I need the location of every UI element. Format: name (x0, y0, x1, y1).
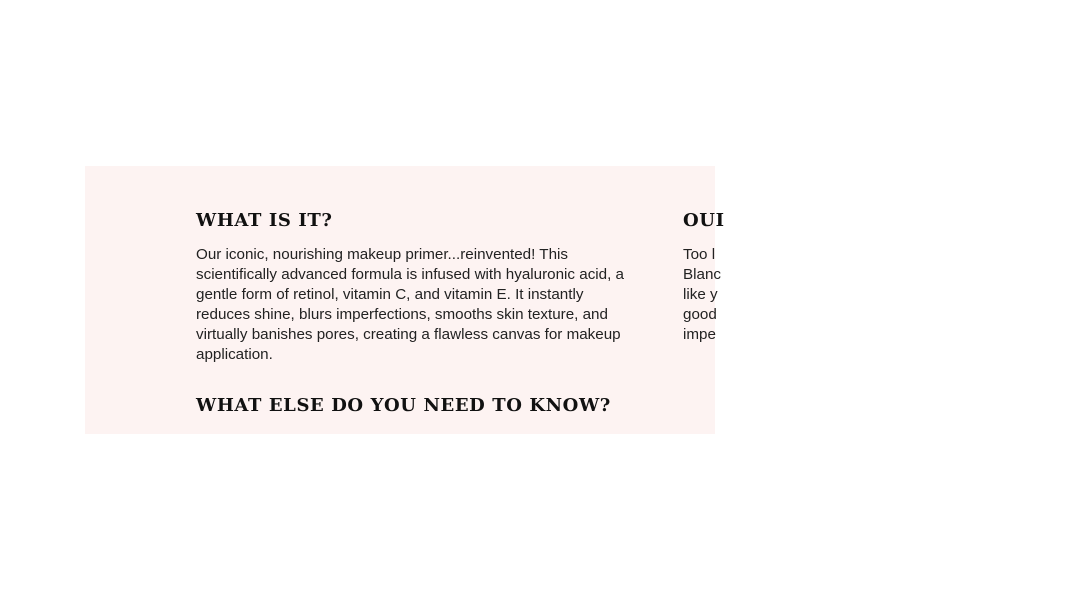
second-column-line: like y (683, 286, 718, 303)
product-description: Our iconic, nourishing makeup primer...reinvented! This scientifically advanced formula is infused with hyaluronic acid, a gentle form of retinol, vitamin C, and vitamin E. It instantly reduces shine, blurs imperfections, smooths skin texture, and virtually banishes pores, creating a flawless canvas for makeup application. (196, 246, 624, 363)
product-details-panel (85, 166, 725, 434)
second-column-line: Too l (683, 246, 716, 263)
second-column-line: good (683, 306, 717, 323)
what-is-it-heading: WHAT IS IT? (196, 210, 333, 231)
second-column-text (683, 245, 1083, 345)
second-column-line: Blanc (683, 266, 721, 283)
second-column-heading: OUI (683, 210, 725, 231)
second-column-line: impe (683, 326, 716, 343)
what-else-heading: WHAT ELSE DO YOU NEED TO KNOW? (196, 395, 611, 416)
